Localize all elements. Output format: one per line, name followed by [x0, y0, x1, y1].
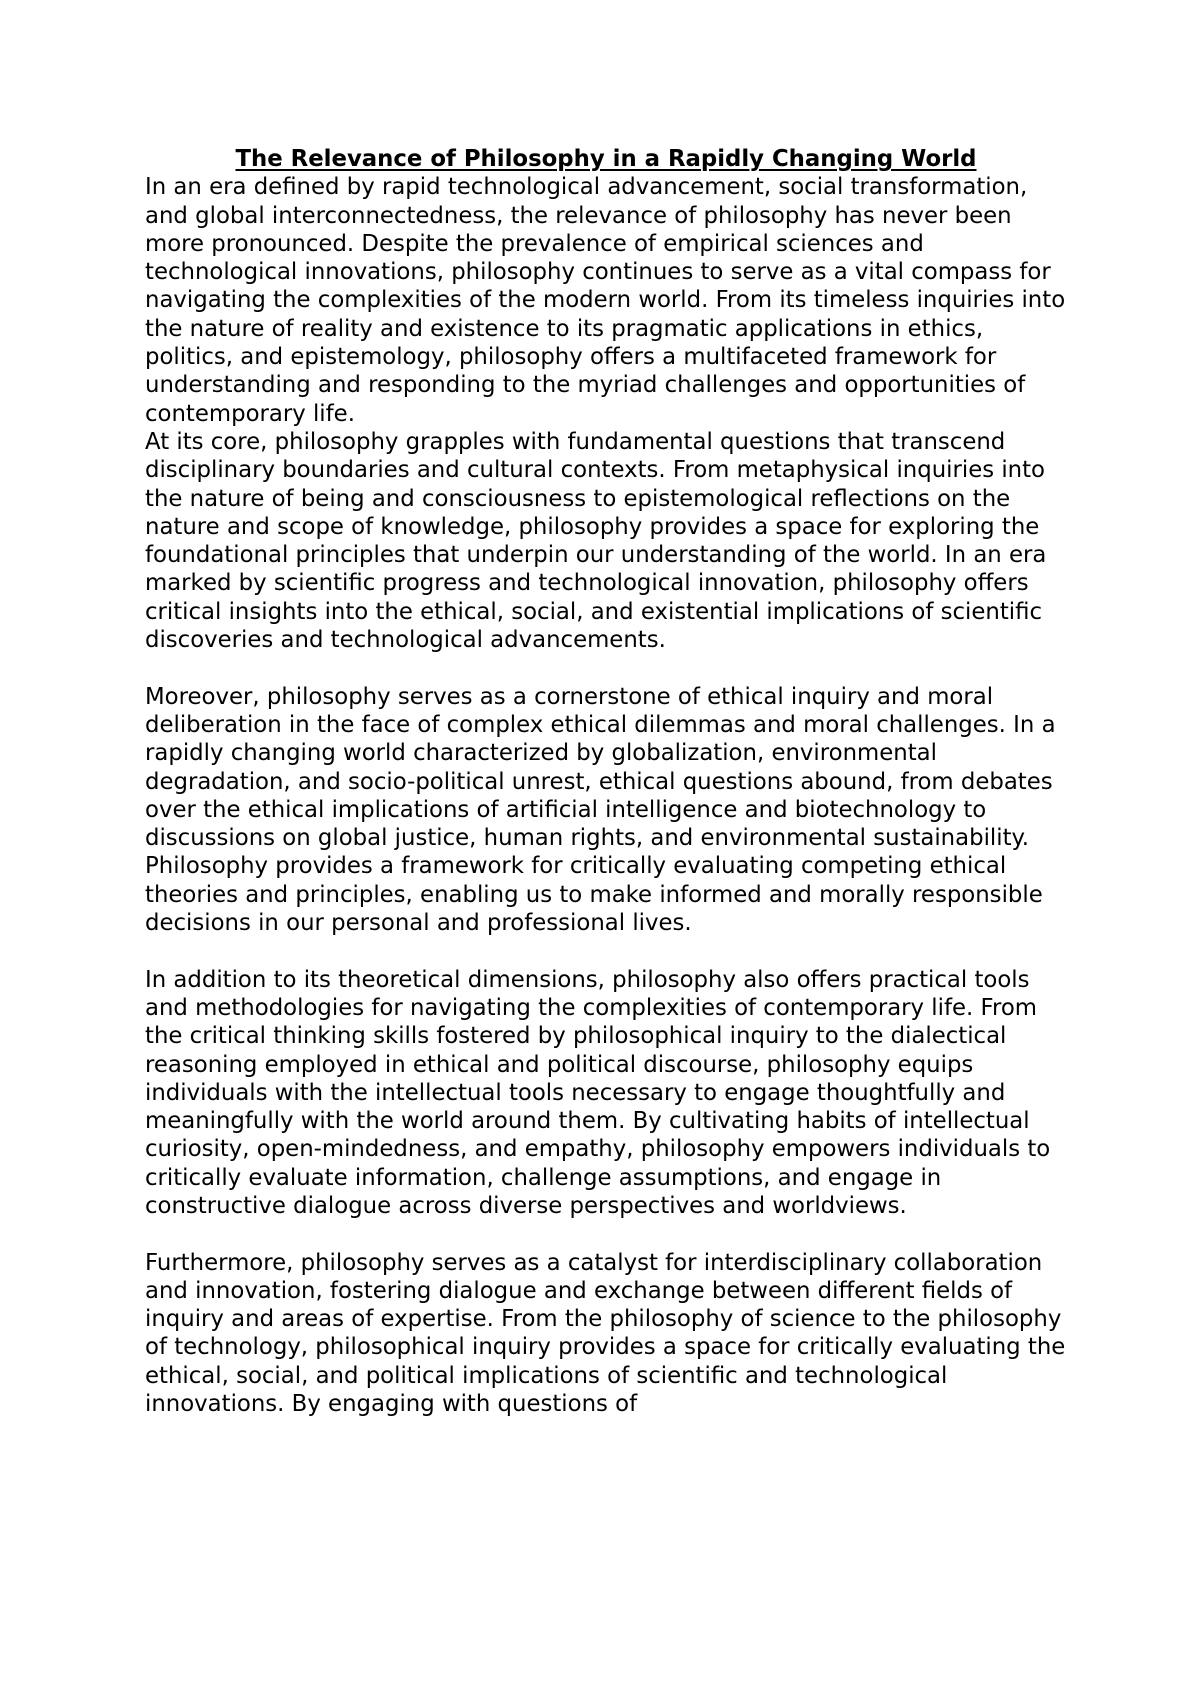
paragraph-2: At its core, philosophy grapples with fundamental questions that transcend disciplinary boundaries and cultural contexts. From metaphysical inquiries into the nature of being and consciousness to epistemological reflections on the nature and scope of knowledge, philosophy provides a space for exploring the foundational principles that underpin our understanding of the world. In an era marked by scientific progress and technological innovation, philosophy offers critical insights into the ethical, social, and existential implications of scientific discoveries and technological advancements.	[145, 428, 1047, 654]
paragraph-spacer	[145, 654, 1067, 682]
paragraph-5: Furthermore, philosophy serves as a catalyst for interdisciplinary collaboration and innovation, fostering dialogue and exchange between different fields of inquiry and areas of expertise. From the philosophy of science to the philosophy of technology, philosophical inquiry provides a space for critically evaluating the ethical, social, and political implications of scientific and technological innovations. By engaging with questions of	[145, 1249, 1066, 1418]
document-title: The Relevance of Philosophy in a Rapidly Changing World	[235, 146, 977, 172]
paragraph-spacer	[145, 937, 1067, 965]
paragraph-spacer	[145, 1220, 1067, 1248]
document-body	[145, 145, 1067, 1418]
paragraph-1: In an era defined by rapid technological advancement, social transformation, and global interconnectedness, the relevance of philosophy has never been more pronounced. Despite the prevalence of empirical sciences and technological innovations, philosophy continues to serve as a vital compass for navigating the complexities of the modern world. From its timeless inquiries into the nature of reality and existence to its pragmatic applications in ethics, politics, and epistemology, philosophy offers a multifaceted framework for understanding and responding to the myriad challenges and opportunities of contemporary life.	[145, 174, 1066, 427]
paragraph-4: In addition to its theoretical dimensions, philosophy also offers practical tools and methodologies for navigating the complexities of contemporary life. From the critical thinking skills fostered by philosophical inquiry to the dialectical reasoning employed in ethical and political discourse, philosophy equips individuals with the intellectual tools necessary to engage thoughtfully and meaningfully with the world around them. By cultivating habits of intellectual curiosity, open-mindedness, and empathy, philosophy empowers individuals to critically evaluate information, challenge assumptions, and engage in constructive dialogue across diverse perspectives and worldviews.	[145, 966, 1051, 1219]
paragraph-3: Moreover, philosophy serves as a cornerstone of ethical inquiry and moral deliberation in the face of complex ethical dilemmas and moral challenges. In a rapidly changing world characterized by globalization, environmental degradation, and socio-political unrest, ethical questions abound, from debates over the ethical implications of artificial intelligence and biotechnology to discussions on global justice, human rights, and environmental sustainability. Philosophy provides a framework for critically evaluating competing ethical theories and principles, enabling us to make informed and morally responsible decisions in our personal and professional lives.	[145, 683, 1056, 937]
